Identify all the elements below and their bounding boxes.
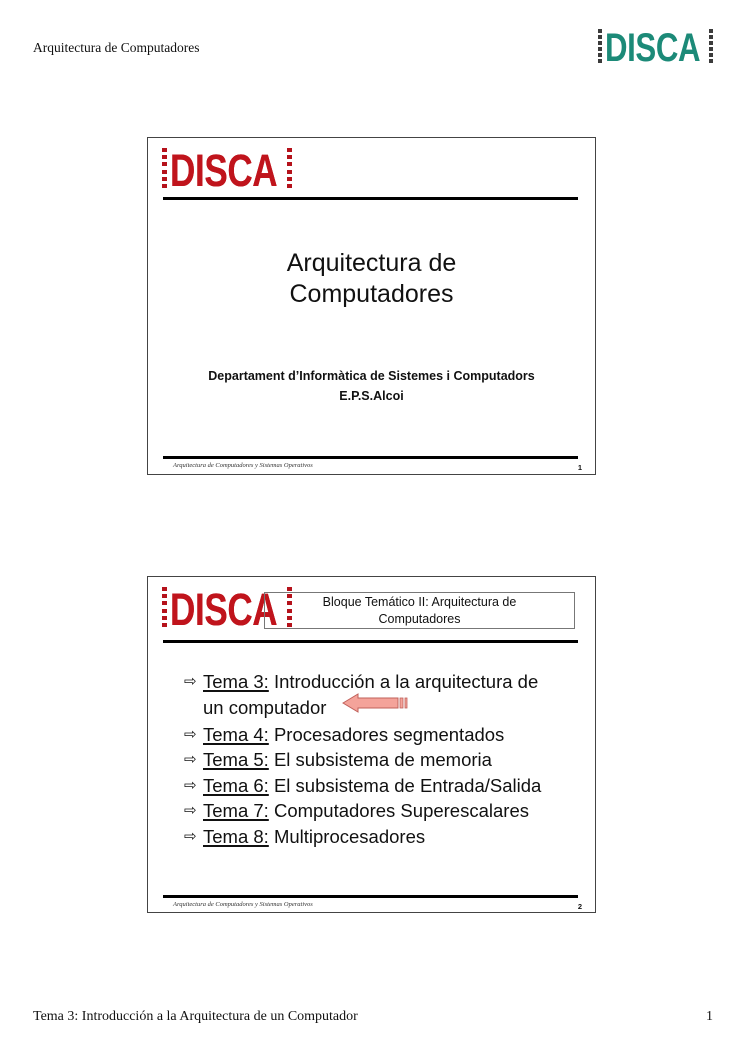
topic-item-tema-3: [184, 669, 584, 722]
slide-number: 2: [577, 902, 582, 911]
topic-text: Procesadores segmentados: [268, 723, 505, 745]
slide-title: [148, 248, 595, 310]
topic-item-tema-5: [184, 747, 584, 773]
logo-text: DISCA: [605, 28, 701, 64]
footer-rule: [163, 456, 578, 459]
logo-text: DISCA: [170, 148, 278, 188]
arrow-bullet-icon: ⇨: [184, 751, 197, 769]
header-rule: [163, 197, 578, 200]
topic-label: Tema 5:: [203, 749, 269, 771]
slide-footer-text: Arquitectura de Computadores y Sistemas Operativos: [173, 462, 313, 469]
page-footer-title: Tema 3: Introducción a la Arquitectura de un Computador: [33, 1009, 358, 1024]
topic-label: Tema 3:: [203, 671, 269, 692]
block-header-box: [264, 592, 575, 629]
arrow-bullet-icon: ⇨: [184, 673, 197, 690]
page-number: 1: [706, 1009, 713, 1024]
logo-dots-left-icon: [598, 28, 603, 64]
slide-footer-text: Arquitectura de Computadores y Sistemas Operativos: [173, 901, 313, 908]
topic-text: Introducción a la arquitectura de: [268, 671, 539, 692]
block-header-line-2: Computadores: [378, 612, 461, 626]
logo-text: DISCA: [170, 587, 278, 627]
arrow-bullet-icon: ⇨: [184, 776, 197, 794]
logo-dots-right-icon: [287, 148, 293, 188]
slide-number: 1: [577, 463, 582, 472]
slide-2: [147, 576, 596, 913]
arrow-bullet-icon: ⇨: [184, 827, 197, 845]
slide-subtitle: [148, 366, 595, 406]
topic-item-tema-7: [184, 798, 584, 824]
department-name: Departament d’Informàtica de Sistemes i Computadors: [208, 369, 535, 383]
current-topic-pointer-arrow-icon: [342, 693, 410, 720]
topic-label: Tema 7:: [203, 800, 269, 822]
topic-text-continued: un computador: [203, 696, 327, 718]
topic-label: Tema 4:: [203, 723, 269, 745]
page-header-title: Arquitectura de Computadores: [33, 40, 200, 55]
slide-title-line-2: Computadores: [289, 280, 454, 308]
logo-dots-left-icon: [162, 148, 168, 188]
topic-item-tema-6: [184, 773, 584, 799]
disca-logo-header: [598, 28, 714, 64]
topic-text: El subsistema de memoria: [268, 749, 492, 771]
disca-logo: [162, 148, 293, 188]
topic-label: Tema 8:: [203, 825, 269, 847]
school-name: E.P.S.Alcoi: [339, 389, 404, 403]
topic-list: [184, 669, 584, 849]
topic-item-tema-8: [184, 824, 584, 850]
logo-dots-right-icon: [709, 28, 714, 64]
topic-label: Tema 6:: [203, 774, 269, 796]
arrow-bullet-icon: ⇨: [184, 725, 197, 743]
arrow-bullet-icon: ⇨: [184, 802, 197, 820]
slide-1: [147, 137, 596, 475]
topic-text: Multiprocesadores: [268, 825, 426, 847]
header-rule: [163, 640, 578, 643]
footer-rule: [163, 895, 578, 898]
topic-item-tema-4: [184, 722, 584, 748]
block-header-line-1: Bloque Temático II: Arquitectura de: [322, 595, 517, 609]
slide-title-line-1: Arquitectura de: [286, 249, 457, 277]
topic-text: Computadores Superescalares: [268, 800, 529, 822]
logo-dots-left-icon: [162, 587, 168, 627]
topic-text: El subsistema de Entrada/Salida: [268, 774, 542, 796]
